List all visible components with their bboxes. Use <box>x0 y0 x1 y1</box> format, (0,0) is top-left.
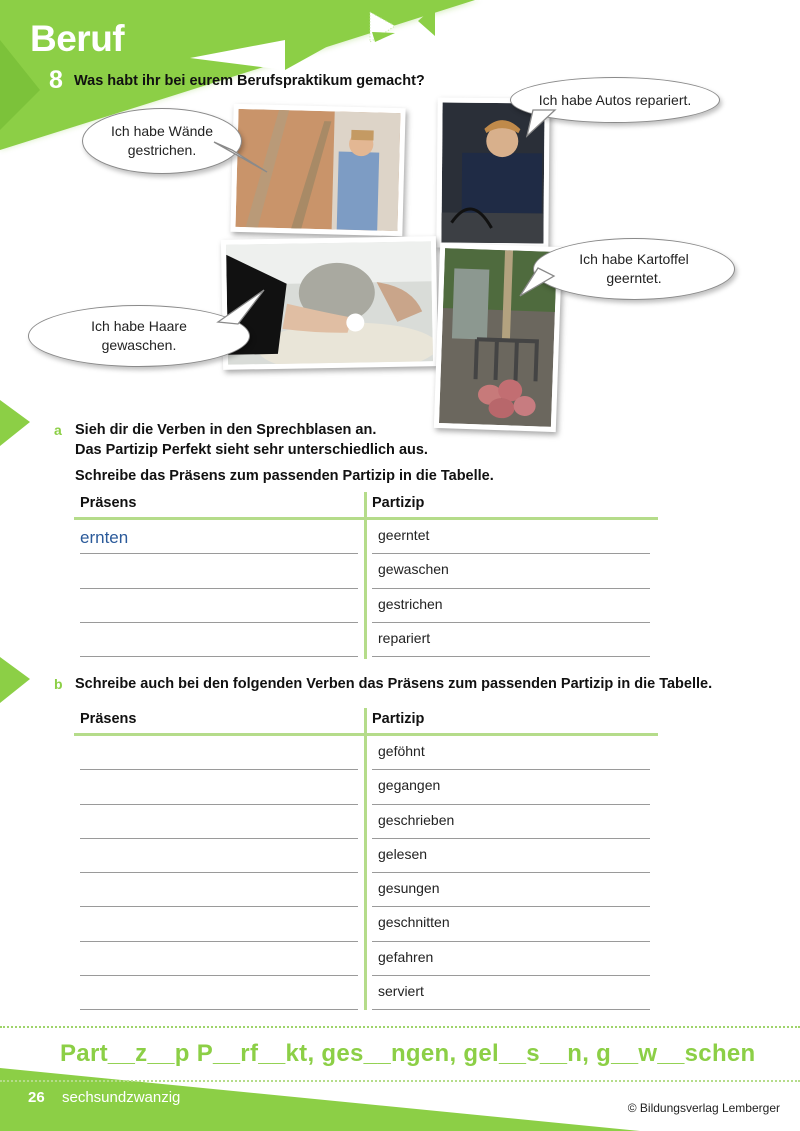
participle-text: geschnitten <box>378 914 450 931</box>
bubble-tail <box>525 108 565 140</box>
table-row <box>74 839 658 873</box>
participle-text: repariert <box>378 629 431 646</box>
table-row <box>74 873 658 907</box>
participle-text: gegangen <box>378 777 441 794</box>
side-marker-b <box>0 657 32 707</box>
table-row <box>74 623 658 657</box>
spelling-exercise: Part__z__p P__rf__kt, ges__ngen, gel__s__n, g__w__schen <box>60 1040 756 1067</box>
exercise-number: 8 <box>49 66 63 94</box>
page-title: Beruf <box>30 18 125 59</box>
present-input[interactable] <box>80 594 358 620</box>
participle-text: gestrichen <box>378 595 443 612</box>
bubble-text: Ich habe Autos repariert. <box>538 91 692 108</box>
page-number: 26 <box>28 1089 45 1106</box>
present-input[interactable] <box>80 878 358 904</box>
exercise-question: Was habt ihr bei eurem Berufspraktikum gemacht? <box>74 73 425 89</box>
present-input[interactable] <box>80 776 358 802</box>
participle-text: gesungen <box>378 880 440 897</box>
header-participle: Partizip <box>372 711 425 727</box>
participle-text: geerntet <box>378 527 430 543</box>
part-a-letter: a <box>54 422 62 438</box>
table-part-a <box>74 492 658 657</box>
participle-text: geschrieben <box>378 811 455 828</box>
bubble-tail <box>518 266 558 300</box>
table-row <box>74 554 658 588</box>
present-input[interactable] <box>80 741 358 767</box>
part-a-instruction-3: Schreibe das Präsens zum passenden Partizip in die Tabelle. <box>75 468 494 484</box>
participle-text: geföhnt <box>378 743 425 759</box>
bubble-text: Ich habe Haare <box>91 318 187 334</box>
present-input[interactable] <box>80 844 358 870</box>
table-row <box>74 907 658 941</box>
table-row <box>74 520 658 554</box>
part-a-instruction-2: Das Partizip Perfekt sieht sehr unterschiedlich aus. <box>75 442 428 458</box>
part-a-instruction-1: Sieh dir die Verben in den Sprechblasen an. <box>75 422 377 438</box>
table-part-b <box>74 708 658 1010</box>
participle-text: gewaschen <box>378 561 449 578</box>
part-b-instruction: Schreibe auch bei den folgenden Verben das Präsens zum passenden Partizip in die Tabelle. <box>75 676 713 692</box>
bubble-tail <box>212 140 272 180</box>
dotted-guideline-top <box>0 1026 800 1028</box>
bubble-text: Ich habe Wände <box>111 123 213 139</box>
present-input[interactable] <box>80 560 358 586</box>
table-row <box>74 770 658 804</box>
present-input[interactable] <box>80 810 358 836</box>
bubble-text: Ich habe Kartoffel <box>579 251 689 267</box>
bubble-text: gestrichen. <box>127 142 197 158</box>
table-row <box>74 976 658 1010</box>
table-row <box>74 589 658 623</box>
participle-text: serviert <box>378 983 424 1000</box>
side-marker-a <box>0 400 32 450</box>
table-row <box>74 805 658 839</box>
present-input[interactable] <box>80 947 358 973</box>
copyright: © Bildungsverlag Lemberger <box>627 1101 780 1115</box>
header-participle: Partizip <box>372 495 425 511</box>
dotted-guideline-bottom <box>0 1080 800 1082</box>
part-b-letter: b <box>54 676 63 692</box>
speech-bubble-farmer <box>533 238 735 300</box>
table-header <box>74 492 658 520</box>
present-input[interactable] <box>80 981 358 1007</box>
bubble-tail <box>216 288 266 328</box>
header-present: Präsens <box>80 711 137 727</box>
bubble-text: geerntet. <box>606 270 662 286</box>
present-input[interactable] <box>80 525 358 551</box>
bubble-text: gewaschen. <box>101 337 177 353</box>
table-row <box>74 736 658 770</box>
table-header <box>74 708 658 736</box>
table-row <box>74 942 658 976</box>
participle-text: gelesen <box>378 845 428 862</box>
present-input[interactable] <box>80 628 358 654</box>
header-present: Präsens <box>80 495 137 511</box>
participle-text: gefahren <box>378 948 434 965</box>
present-input[interactable] <box>80 913 358 939</box>
page-number-word: sechsundzwanzig <box>62 1089 181 1106</box>
